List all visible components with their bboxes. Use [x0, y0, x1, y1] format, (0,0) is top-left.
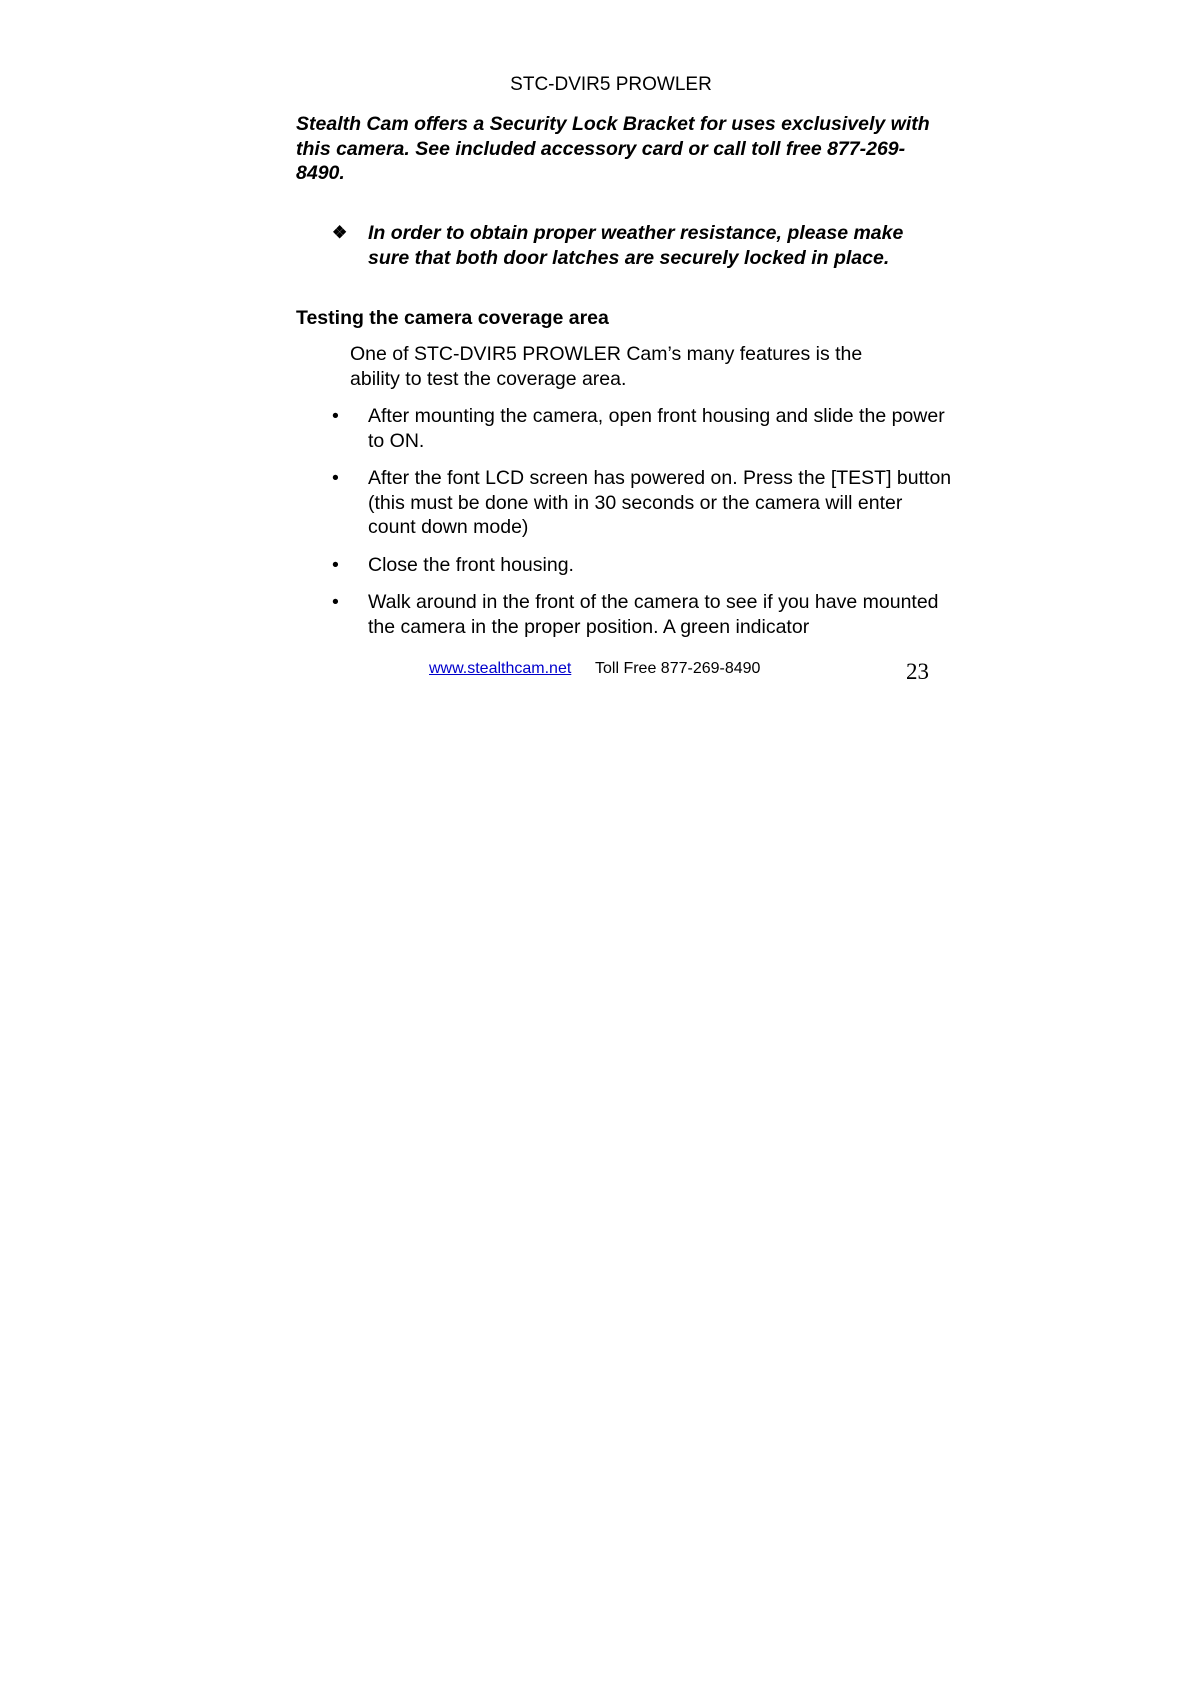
bullet-icon: • — [332, 553, 339, 576]
list-item-text: After mounting the camera, open front housing and slide the power to ON. — [368, 405, 945, 452]
section-intro: One of STC-DVIR5 PROWLER Cam’s many features is the ability to test the coverage area. — [350, 343, 863, 390]
footer-phone: Toll Free 877-269-8490 — [595, 660, 761, 677]
list-item-text: After the font LCD screen has powered on. Press the [TEST] button (this must be done with in 30 seconds or the camera will enter count down mode) — [368, 467, 952, 538]
bullet-icon: • — [332, 591, 339, 613]
list-item — [332, 553, 952, 578]
diamond-bullet-icon: ❖ — [332, 223, 348, 242]
list-item-text: Walk around in the front of the camera to see if you have mounted the camera in the proper position. A green indicator — [368, 591, 939, 638]
list-item — [332, 590, 952, 639]
bullet-icon: • — [332, 467, 339, 489]
bullet-icon: • — [332, 405, 339, 427]
page-header: STC-DVIR5 PROWLER — [510, 74, 712, 95]
section-heading: Testing the camera coverage area — [296, 307, 609, 329]
list-item — [332, 466, 952, 540]
website-link[interactable]: www.stealthcam.net — [429, 660, 572, 677]
page-number: 23 — [906, 659, 929, 684]
weather-resistance-text: In order to obtain proper weather resistance, please make sure that both door latches are securely locked in place. — [368, 222, 904, 269]
security-bracket-notice: Stealth Cam offers a Security Lock Bracket for uses exclusively with this camera. See included accessory card or call toll free 877-269-8490. — [296, 113, 930, 184]
list-item-text: Close the front housing. — [368, 553, 574, 576]
instruction-list — [332, 404, 952, 652]
list-item — [332, 404, 952, 453]
